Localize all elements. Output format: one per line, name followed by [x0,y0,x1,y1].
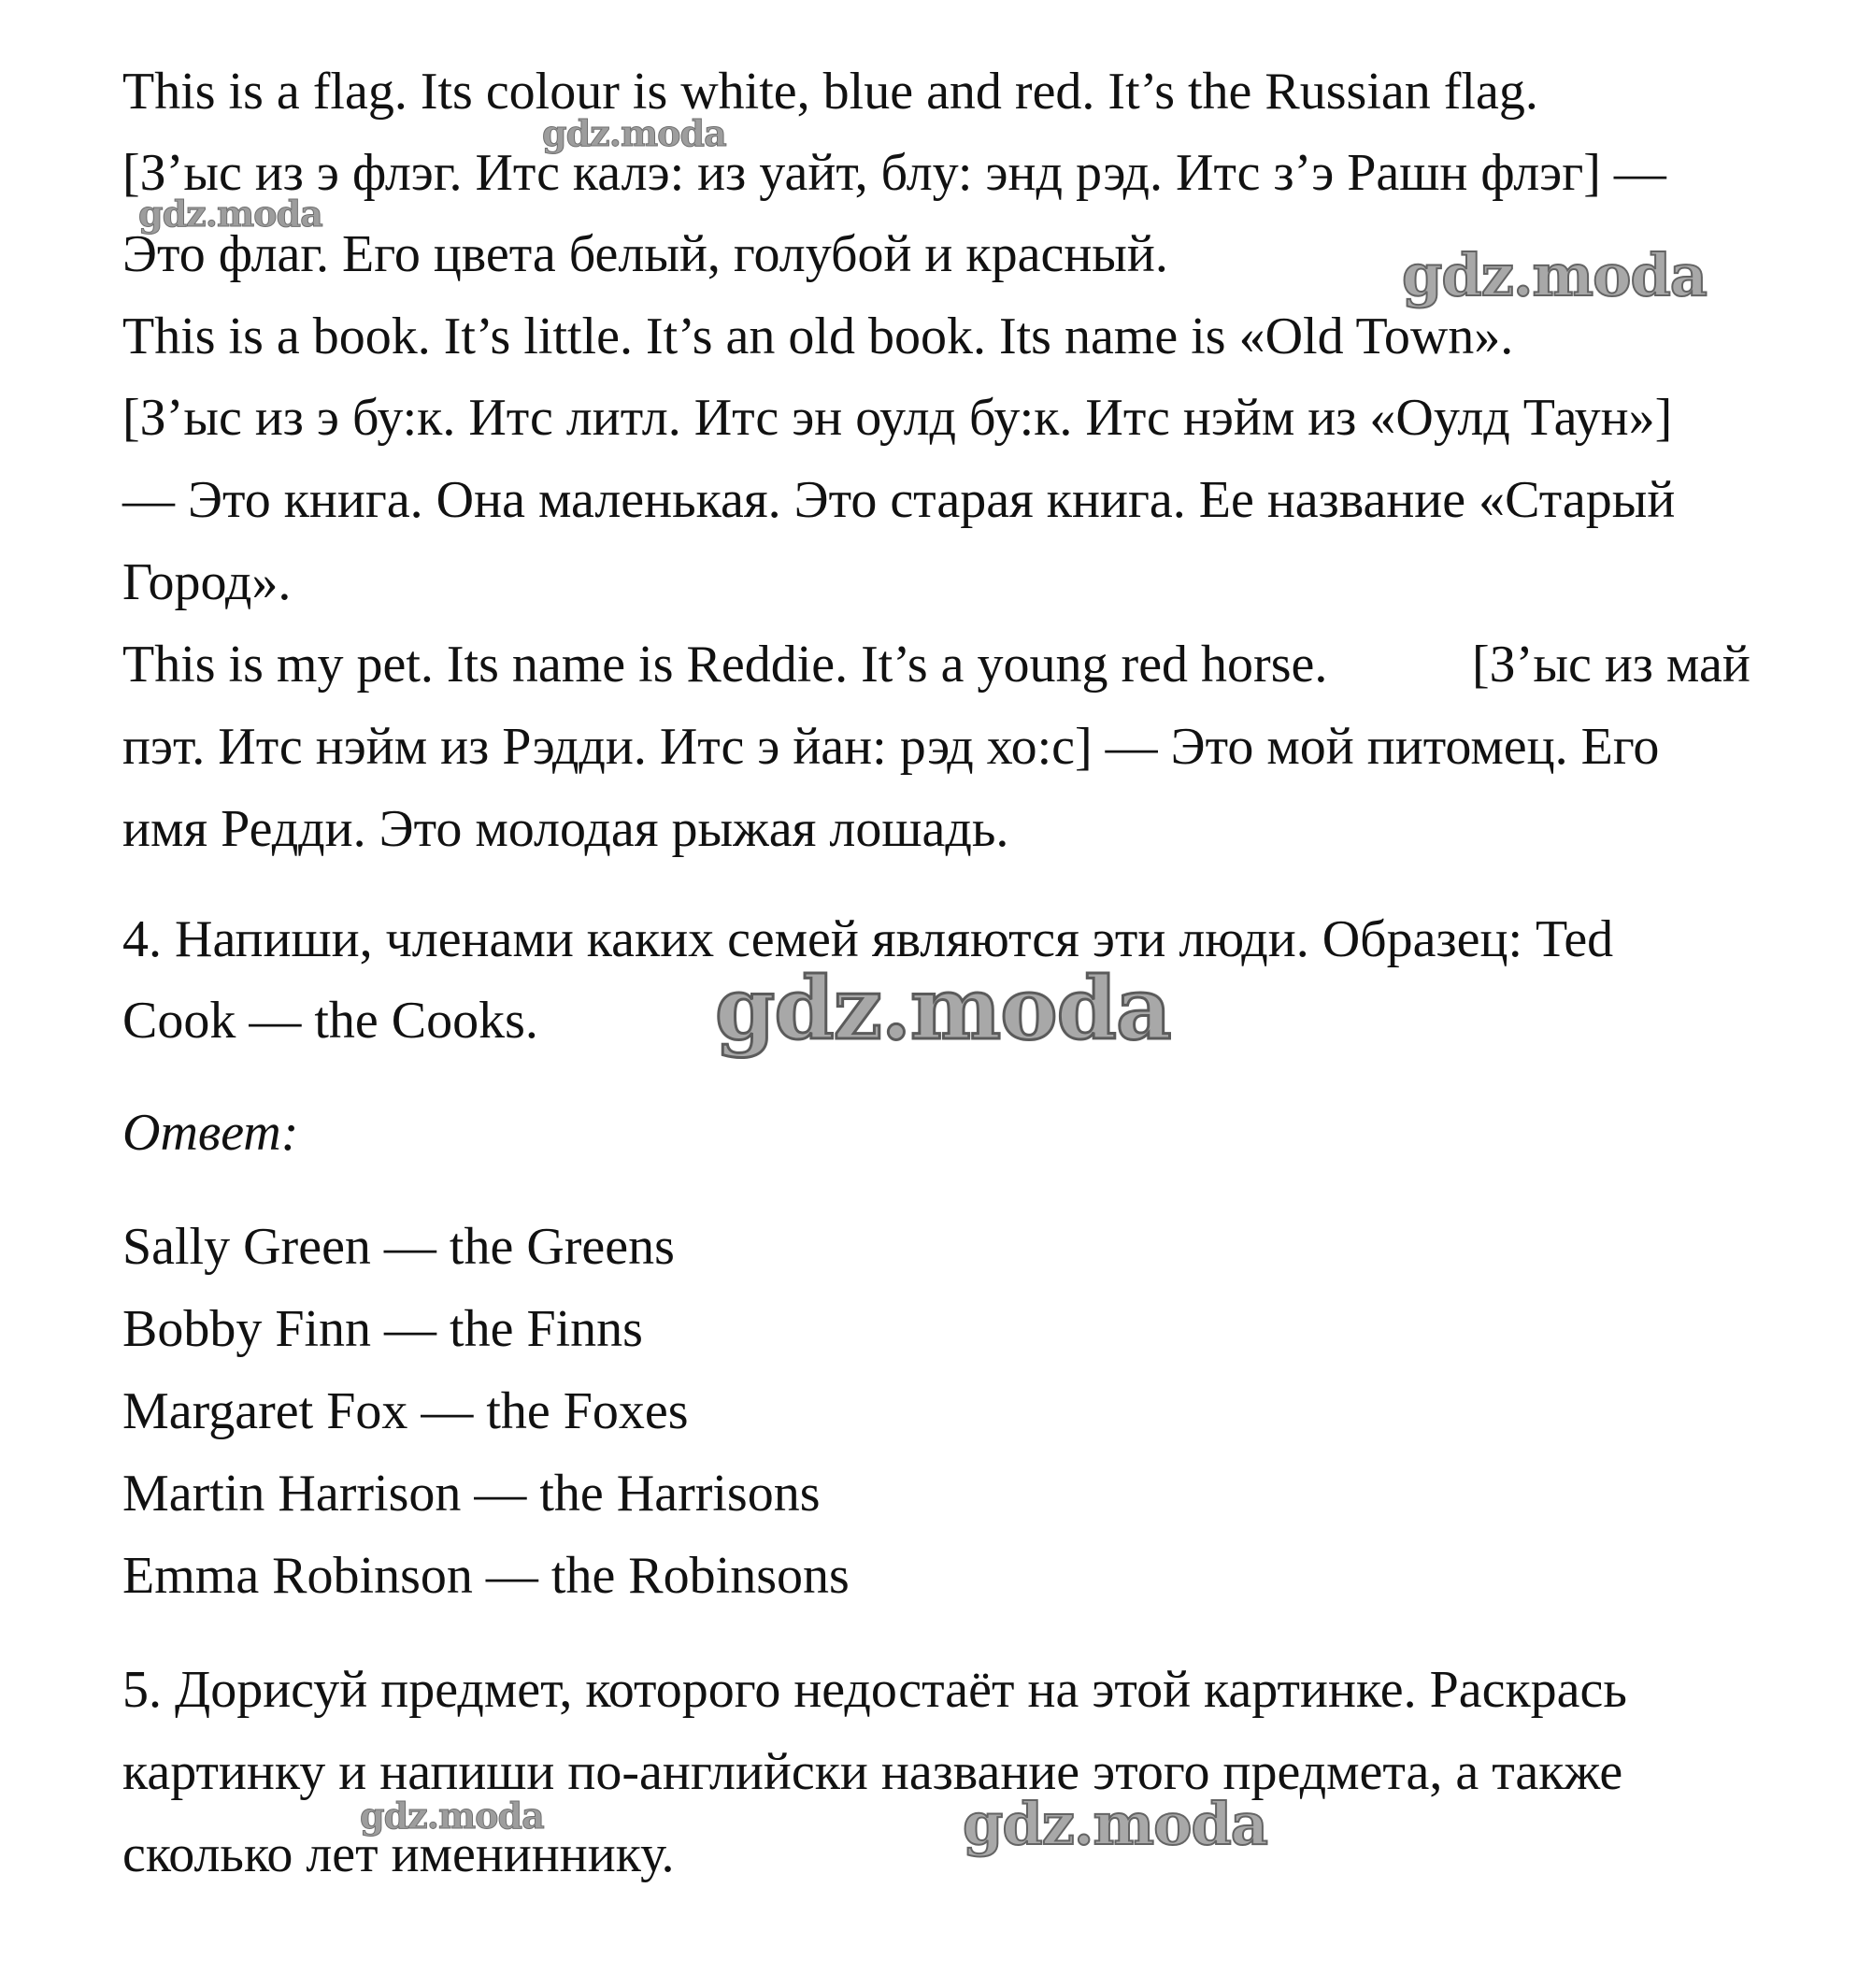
answer-label: Ответ: [122,1104,299,1162]
flag-english-line: This is a flag. Its colour is white, blue and red. It’s the Russian flag. [122,63,1538,121]
task5-line-3: сколько лет имениннику. [122,1825,675,1883]
answer-line: Martin Harrison — the Harrisons [122,1465,821,1523]
watermark-logo: gdz.moda [1402,241,1707,309]
answer-line: Bobby Finn — the Finns [122,1300,643,1358]
watermark-logo: gdz.moda [138,193,322,235]
answer-line: Emma Robinson — the Robinsons [122,1547,850,1605]
watermark-logo: gdz.moda [360,1795,544,1837]
answer-line: Sally Green — the Greens [122,1218,675,1276]
book-transcription-line: [З’ыс из э бу:к. Итс литл. Итс эн оулд бу:к. Итс нэйм из «Оулд Таун»] [122,389,1673,447]
book-russian-line-2: Город». [122,553,292,611]
watermark-logo: gdz.moda [715,958,1171,1059]
task4-heading-line-2: Cook — the Cooks. [122,992,538,1050]
watermark-logo: gdz.moda [542,112,726,154]
answer-line: Margaret Fox — the Foxes [122,1382,689,1440]
pet-english-line: This is my pet. Its name is Reddie. It’s a young red horse. [122,636,1328,694]
book-english-line: This is a book. It’s little. It’s an old book. Its name is «Old Town». [122,307,1514,365]
book-russian-line-1: — Это книга. Она маленькая. Это старая книга. Ее название «Старый [122,471,1676,529]
flag-transcription-line: [З’ыс из э флэг. Итс калэ: из уайт, блу: энд рэд. Итс з’э Рашн флэг] — [122,144,1666,202]
watermark-logo: gdz.moda [963,1790,1267,1858]
pet-line-3: имя Редди. Это молодая рыжая лошадь. [122,800,1009,858]
task5-line-2: картинку и напиши по-английски название этого предмета, а также [122,1743,1623,1801]
pet-line-2: пэт. Итс нэйм из Рэдди. Итс э йан: рэд хо:с] — Это мой питомец. Его [122,718,1660,776]
task5-line-1: 5. Дорисуй предмет, которого недостаёт на этой картинке. Раскрась [122,1661,1627,1719]
flag-russian-line: Это флаг. Его цвета белый, голубой и красный. [122,225,1168,283]
pet-transcription-start: [З’ыс из май [1472,636,1751,694]
task4-heading-line-1: 4. Напиши, членами каких семей являются эти люди. Образец: Ted [122,910,1614,968]
